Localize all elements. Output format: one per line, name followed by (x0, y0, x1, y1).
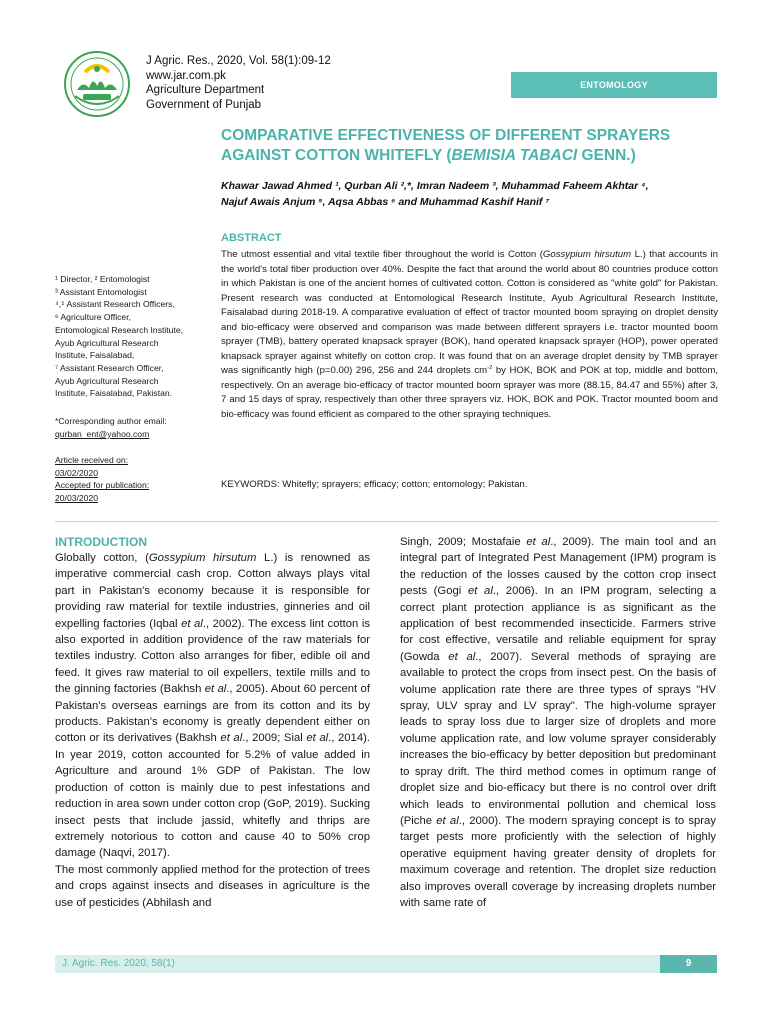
abstract-species: Gossypium hirsutum (542, 249, 632, 260)
affiliation-line: ⁴,⁵ Assistant Research Officers, (55, 299, 175, 310)
title-text: GENN.) (577, 147, 636, 164)
species-name: BEMISIA TABACI (451, 147, 578, 164)
accepted-date: 20/03/2020 (55, 493, 99, 504)
received-date: 03/02/2020 (55, 467, 99, 478)
abstract-text: L.) that accounts in the world's total fiber production over 40%. Despite the fact that around the world about 80 countries produce cotton in which Pakistan is one of the ancient homes of cultivated cotton. Cotton is considered as "white gold" for Pakistan. Present research was conducted at Entomological Research Institute, Ayub Agricultural Research Institute, Faisalabad during 2018-19. A comparative evaluation of effect of tractor mounted boom spraying on droplet density and bio-efficacy were observed and comparison was made between different sprayers i.e. tractor mounted boom sprayer (TMB), battery operated knapsack sprayer (BOK), hand operated knapsack sprayer (HOP), power operated knapsack sprayer against whitefly on cotton crop. It was found that on an average droplet density by TMB sprayer was significantly high (p=0.00) 296, 256 and 244 droplets cm (221, 249, 719, 376)
affiliation-line: Entomological Research Institute, (55, 324, 184, 335)
article-title (221, 126, 721, 166)
authors-line-2: Najuf Awais Anjum ⁵, Aqsa Abbas ⁶ and Muhammad Kashif Hanif ⁷ (221, 196, 550, 208)
section-divider (55, 521, 718, 522)
corresponding-author (55, 415, 217, 440)
body-column-left (55, 550, 370, 911)
affiliation-line: ⁶ Agriculture Officer, (55, 312, 131, 323)
affiliation-line: Ayub Agricultural Research (55, 337, 159, 348)
affiliation-line: ³ Assistant Entomologist (55, 286, 147, 297)
abstract-text: by HOK, BOK and POK at top, middle and bottom, respectively. On an average bio-efficacy of tractor mounted boom sprayer was more (88.15, 84.47 and 55%) after 3, 7 and 15 days of spray, respectively than other three sprayers viz. HOK, BOK and POK. Tractor mounted boom and bio-efficacy was found efficient as compared to the other spraying techniques. (221, 365, 718, 420)
corresponding-email-link[interactable]: qurban_ent@yahoo.com (55, 428, 150, 439)
keywords: KEYWORDS: Whitefly; sprayers; efficacy; cotton; entomology; Pakistan. (221, 479, 528, 490)
section-label: ENTOMOLOGY (511, 72, 717, 98)
government-name: Government of Punjab (146, 98, 262, 111)
body-column-right (400, 534, 716, 911)
corresponding-label: *Corresponding author email: (55, 416, 167, 426)
department-name: Agriculture Department (146, 84, 265, 96)
abstract-heading: ABSTRACT (221, 232, 282, 244)
affiliations (55, 273, 217, 400)
punjab-emblem-logo (63, 50, 131, 118)
affiliation-line: ⁷ Assistant Research Officer, (55, 362, 164, 373)
authors-line-1: Khawar Jawad Ahmed ¹, Qurban Ali ²,*, Imran Nadeem ³, Muhammad Faheem Akhtar ⁴, (221, 180, 649, 192)
received-label: Article received on: (55, 455, 129, 465)
affiliation-line: Institute, Faisalabad, Pakistan. (55, 388, 173, 399)
body-paragraph: Globally cotton, (Gossypium hirsutum L.) is renowned as imperative commercial cash crop. Cotton always plays vital part in Pakistan's economy because it is responsible for providing raw material for textile industries, ginneries and oil expelling factories (Iqbal et al., 2002). The excess lint cotton is also exported in addition providence of the raw materials for textiles industry. Cotton also arranges for fiber, edible oil and feed. It gives raw material to oil expellers, textile mills and to the ginning factories (Bakhsh et al., 2005). About 60 percent of Pakistan's overseas earnings are from its cotton and its by products. Pakistan's economy is greatly dependent either on cotton or its derivatives (Bakhsh et al., 2009; Sial et al., 2014). In year 2019, cotton accounted for 5.2% of value added in Agriculture and around 1% GDP of Pakistan. The low production of cotton is mainly due to pest infestations and reduction in area sown under cotton crop (GoP, 2019). Sucking insect pests that include jassid, whitefly and thrips are extremely notorious to cotton and cause 40 to 50% crop damage (Naqvi, 2017). (55, 552, 371, 860)
accepted-label: Accepted for publication: (55, 480, 150, 491)
body-paragraph: Singh, 2009; Mostafaie et al., 2009). The main tool and an integral part of Integrated Pest Management (IPM) program is the reduction of the losses caused by the cotton crop insect pests (Gogi et al., 2006). In an IPM program, selecting a correct plant protection appliance is as significant as the application of best recommended insecticide. Farmers strive for cost effective, versatile and reliable equipment for spray (Gowda et al., 2007). Several methods of spraying are available to protect the crops from insect pest. On the basis of volume application rate there are three types of sprays "HV spray, ULV spray and LV spray". The high-volume sprayer leads to spray loss due to larger size of droplets and more volume application rate, and low volume sprayer considerably increases the bio-efficacy by better deposition but predominant to spray drift. The third method comes in optimum range of droplet size and bio-efficacy but there is no control over drift which leads to environmental pollution and chemical loss (Piche et al., 2000). The modern spraying concept is to spray target pests more proficiently with the selection of highly operative equipment having greater density of droplets for maximum coverage and retention. The droplet size reduction also improves overall coverage by increasing droplets number with same rate of (400, 536, 716, 909)
journal-website[interactable]: www.jar.com.pk (146, 69, 226, 82)
affiliation-line: ¹ Director, ² Entomologist (55, 274, 150, 284)
body-paragraph: The most commonly applied method for the protection of trees and crops against insects and diseases in agriculture is the use of pesticides (Abhilash and (55, 863, 370, 909)
footer-citation: J. Agric. Res. 2020, 58(1) (62, 958, 175, 969)
author-list (221, 178, 721, 210)
page-number: 9 (660, 955, 717, 973)
introduction-heading: INTRODUCTION (55, 535, 147, 549)
affiliation-line: Ayub Agricultural Research (55, 375, 159, 386)
title-text: AGAINST COTTON WHITEFLY ( (221, 147, 452, 164)
affiliation-line: Institute, Faisalabad, (55, 350, 135, 361)
journal-header (146, 54, 331, 112)
title-line-1: COMPARATIVE EFFECTIVENESS OF DIFFERENT SPRAYERS (221, 127, 671, 144)
article-dates (55, 454, 217, 505)
title-line-2 (221, 146, 721, 166)
abstract-text: The utmost essential and vital textile fiber throughout the world is Cotton ( (221, 249, 543, 260)
abstract-body (221, 248, 718, 422)
abstract-superscript: -2 (487, 364, 493, 371)
journal-citation-line: J Agric. Res., 2020, Vol. 58(1):09-12 (146, 55, 331, 67)
